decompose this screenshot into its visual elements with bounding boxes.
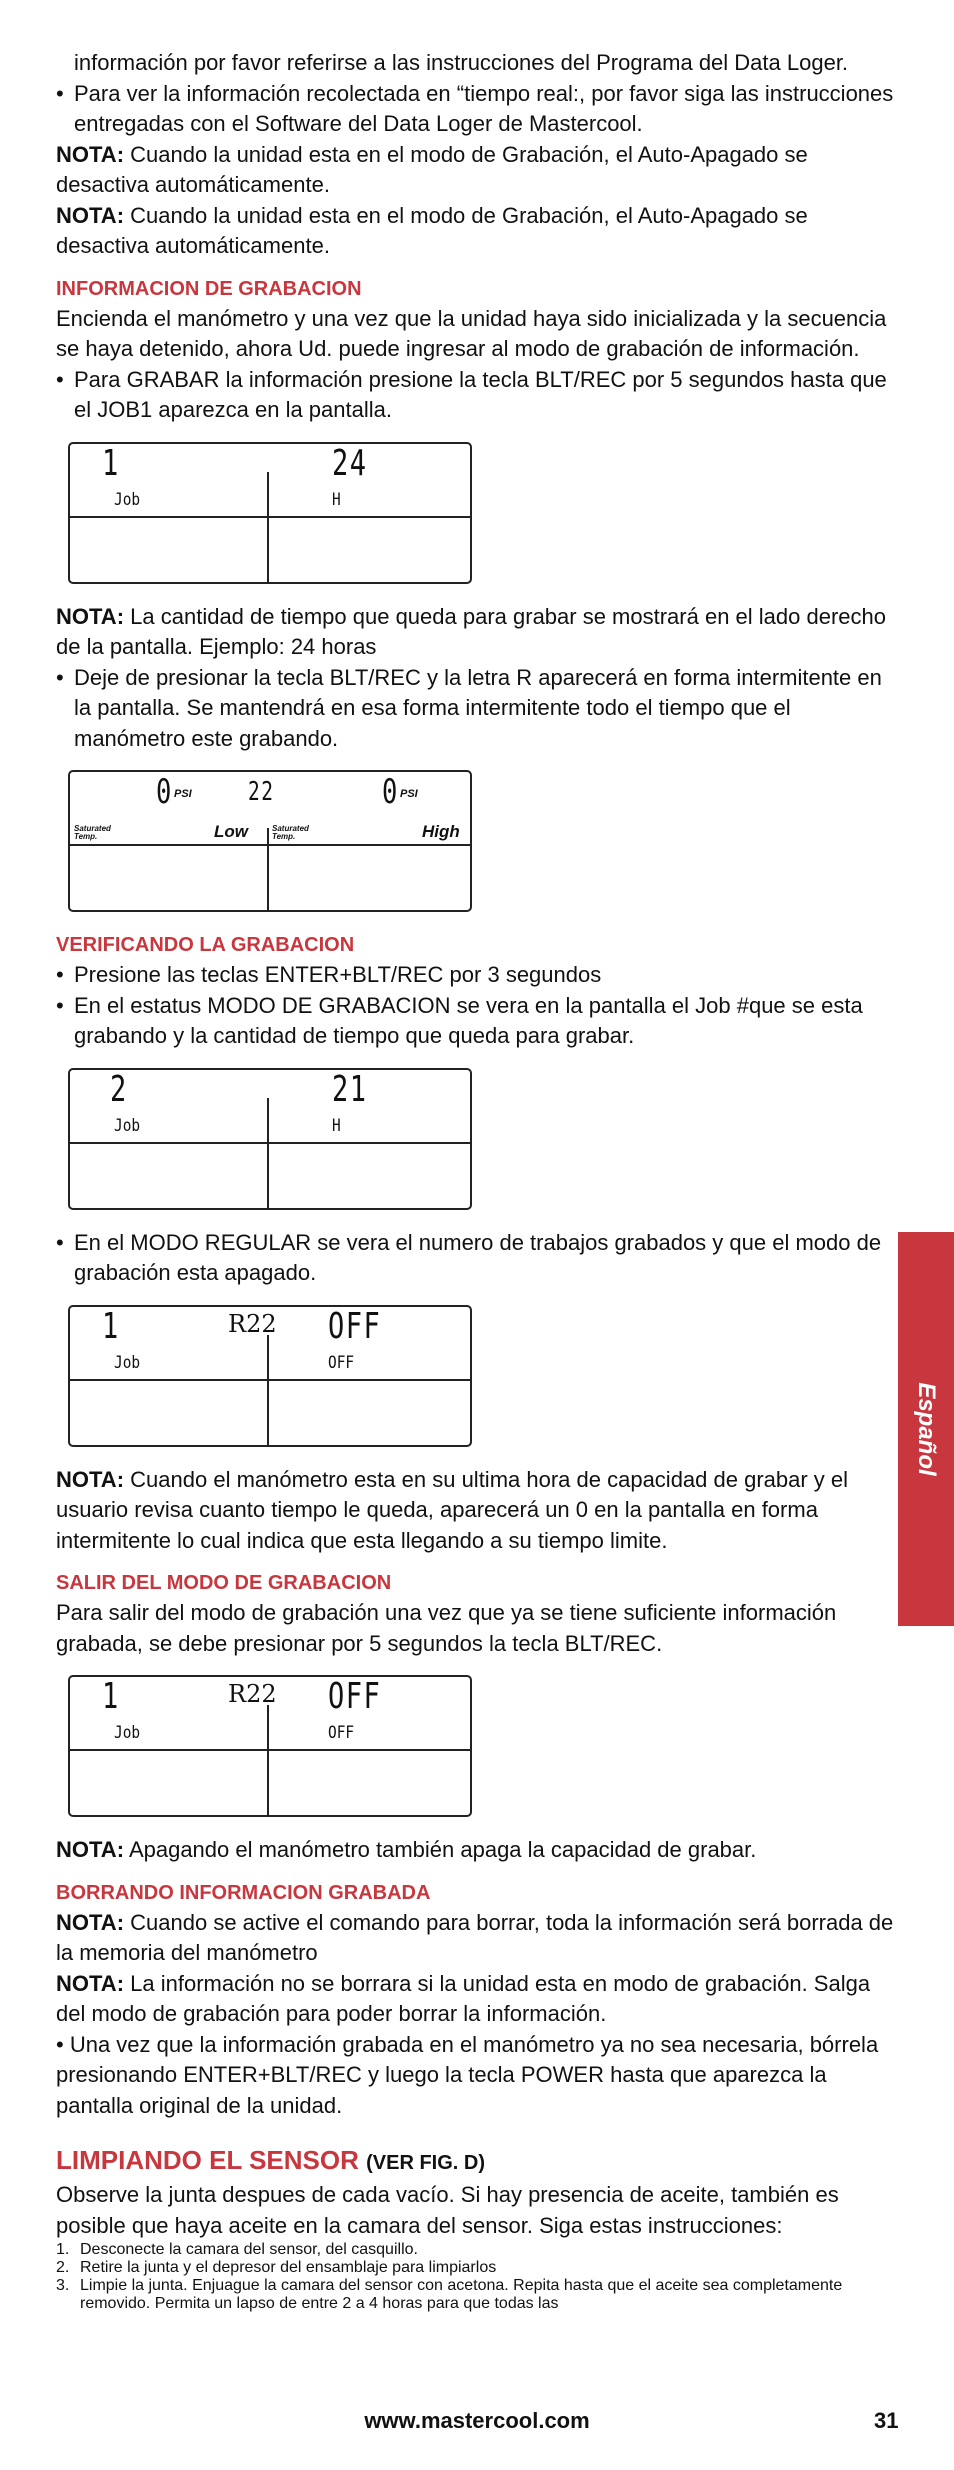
sec3-note: NOTA: Apagando el manómetro también apaga la capacidad de grabar. <box>56 1837 757 1862</box>
lcd-h-label: H <box>332 489 341 510</box>
step-item: 3. Limpie la junta. Enjuague la camara del sensor con acetona. Repita hasta que el aceite sea completamente removido. Permita un lapso de entre 2 a 4 horas para que todas las <box>56 2277 843 2312</box>
lcd-right-digit: 24 <box>332 442 368 484</box>
lcd-right-digit: 21 <box>332 1068 368 1110</box>
lcd-right-pressure: 0 <box>382 772 399 812</box>
lcd-temp-right: Temp. <box>272 832 296 841</box>
heading-informacion-grabacion: INFORMACION DE GRABACION <box>56 277 362 300</box>
lcd-low-label: Low <box>214 822 248 841</box>
sec3-para: Para salir del modo de grabación una vez que ya se tiene suficiente información grabada, se debe presionar por 5 segundos la tecla BLT/REC. <box>56 1600 837 1656</box>
intro-line: información por favor referirse a las instrucciones del Programa del Data Loger. <box>74 50 849 75</box>
lcd-psi-left: PSI <box>174 788 192 800</box>
sec1-para: Encienda el manómetro y una vez que la unidad haya sido inicializada y la secuencia se haya detenido, ahora Ud. puede ingresar al modo de grabación de información. <box>56 305 887 361</box>
fig-reference: (VER FIG. D) <box>366 2152 486 2174</box>
lcd-job-label: Job <box>114 1352 141 1373</box>
lcd-display-job1 <box>68 442 472 584</box>
lcd-job-label: Job <box>114 489 141 510</box>
lcd-high-label: High <box>422 822 460 841</box>
lcd-h-label: H <box>332 1115 341 1136</box>
sec2-bullet-2: • En el estatus MODO DE GRABACION se vera en la pantalla el Job #que se esta grabando y la cantidad de tiempo que queda para grabar. <box>56 992 863 1048</box>
lcd-off-top: OFF <box>328 1676 382 1717</box>
step-item: 2. Retire la junta y el depresor del ensamblaje para limpiarlos <box>56 2259 497 2276</box>
page-number: 31 <box>874 2408 899 2433</box>
heading-salir-modo: SALIR DEL MODO DE GRABACION <box>56 1572 392 1594</box>
intro-note-2: NOTA: Cuando la unidad esta en el modo de Grabación, el Auto-Apagado se desactiva automáticamente. <box>56 202 808 258</box>
lcd-display-exit <box>68 1675 472 1817</box>
lcd-saturated-right: Saturated <box>272 824 309 833</box>
heading-borrando: BORRANDO INFORMACION GRABADA <box>56 1881 431 1904</box>
lcd-off-label: OFF <box>328 1723 355 1743</box>
page-content <box>56 48 894 2313</box>
lcd-left-pressure: 0 <box>156 772 173 812</box>
intro-bullet: • Para ver la información recolectada en “tiempo real:, por favor siga las instrucciones entregadas con el Software del Data Loger de Mastercool. <box>56 80 894 136</box>
lcd-off-label: OFF <box>328 1352 355 1373</box>
lcd-refrigerant: R22 <box>228 1309 277 1338</box>
sec4-note-1: NOTA: Cuando se active el comando para borrar, toda la información será borrada de la memoria del manómetro <box>56 1909 894 1965</box>
intro-note-1: NOTA: Cuando la unidad esta en el modo de Grabación, el Auto-Apagado se desactiva automáticamente. <box>56 141 808 197</box>
heading-verificando-grabacion: VERIFICANDO LA GRABACION <box>56 934 355 956</box>
sec2-bullet-3: • En el MODO REGULAR se vera el numero de trabajos grabados y que el modo de grabación esta apagado. <box>56 1229 882 1285</box>
lcd-display-regular <box>68 1305 472 1447</box>
step-item: 1. Desconecte la camara del sensor, del casquillo. <box>56 2241 418 2258</box>
bullet-mark: • <box>56 80 64 106</box>
language-tab <box>898 1232 954 1626</box>
lcd-left-digit: 1 <box>102 442 120 484</box>
sec2-note: NOTA: Cuando el manómetro esta en su ultima hora de capacidad de grabar y el usuario revisa cuanto tiempo le queda, aparecerá un 0 en la pantalla en forma intermitente lo cual indica que esta llegando a su tiempo limite. <box>56 1466 849 1553</box>
lcd-left-digit: 2 <box>110 1068 128 1110</box>
lcd-job-label: Job <box>114 1115 141 1136</box>
lcd-saturated-left: Saturated <box>74 824 111 833</box>
lcd-refrigerant: R22 <box>228 1680 277 1708</box>
lcd-psi-right: PSI <box>400 788 418 800</box>
lcd-job-label: Job <box>114 1723 141 1743</box>
lcd-display-recording <box>68 770 472 912</box>
sec1-bullet-2: • Deje de presionar la tecla BLT/REC y la letra R aparecerá en forma intermitente en la pantalla. Se mantendrá en esa forma intermitente todo el tiempo que el manómetro este grabando. <box>56 664 882 751</box>
lcd-left-digit: 1 <box>102 1305 120 1347</box>
lcd-off-top: OFF <box>328 1305 382 1347</box>
lcd-temp-left: Temp. <box>74 832 98 841</box>
footer-url: www.mastercool.com <box>364 2408 590 2433</box>
sec4-bullet: • Una vez que la información grabada en el manómetro ya no sea necesaria, bórrela presionando ENTER+BLT/REC y luego la tecla POWER hasta que aparezca la pantalla original de la unidad. <box>56 2031 879 2118</box>
lcd-display-job2 <box>68 1068 472 1210</box>
sec5-para: Observe la junta despues de cada vacío. Si hay presencia de aceite, también es posible que haya aceite en la camara del sensor. Siga estas instrucciones: <box>56 2182 839 2238</box>
heading-limpiando-sensor: LIMPIANDO EL SENSOR (VER FIG. D) <box>56 2145 486 2175</box>
sec1-bullet-1: • Para GRABAR la información presione la tecla BLT/REC por 5 segundos hasta que el JOB1 aparezca en la pantalla. <box>56 366 887 422</box>
sec2-bullet-1: • Presione las teclas ENTER+BLT/REC por 3 segundos <box>56 962 602 987</box>
lcd-left-digit: 1 <box>102 1676 120 1717</box>
sec4-note-2: NOTA: La información no se borrara si la unidad esta en modo de grabación. Salga del modo de grabación para poder borrar la información. <box>56 1970 871 2026</box>
language-tab-label: Español <box>913 1382 940 1476</box>
lcd-center-value: 22 <box>248 777 275 807</box>
sec1-note: NOTA: La cantidad de tiempo que queda para grabar se mostrará en el lado derecho de la pantalla. Ejemplo: 24 horas <box>56 603 886 659</box>
